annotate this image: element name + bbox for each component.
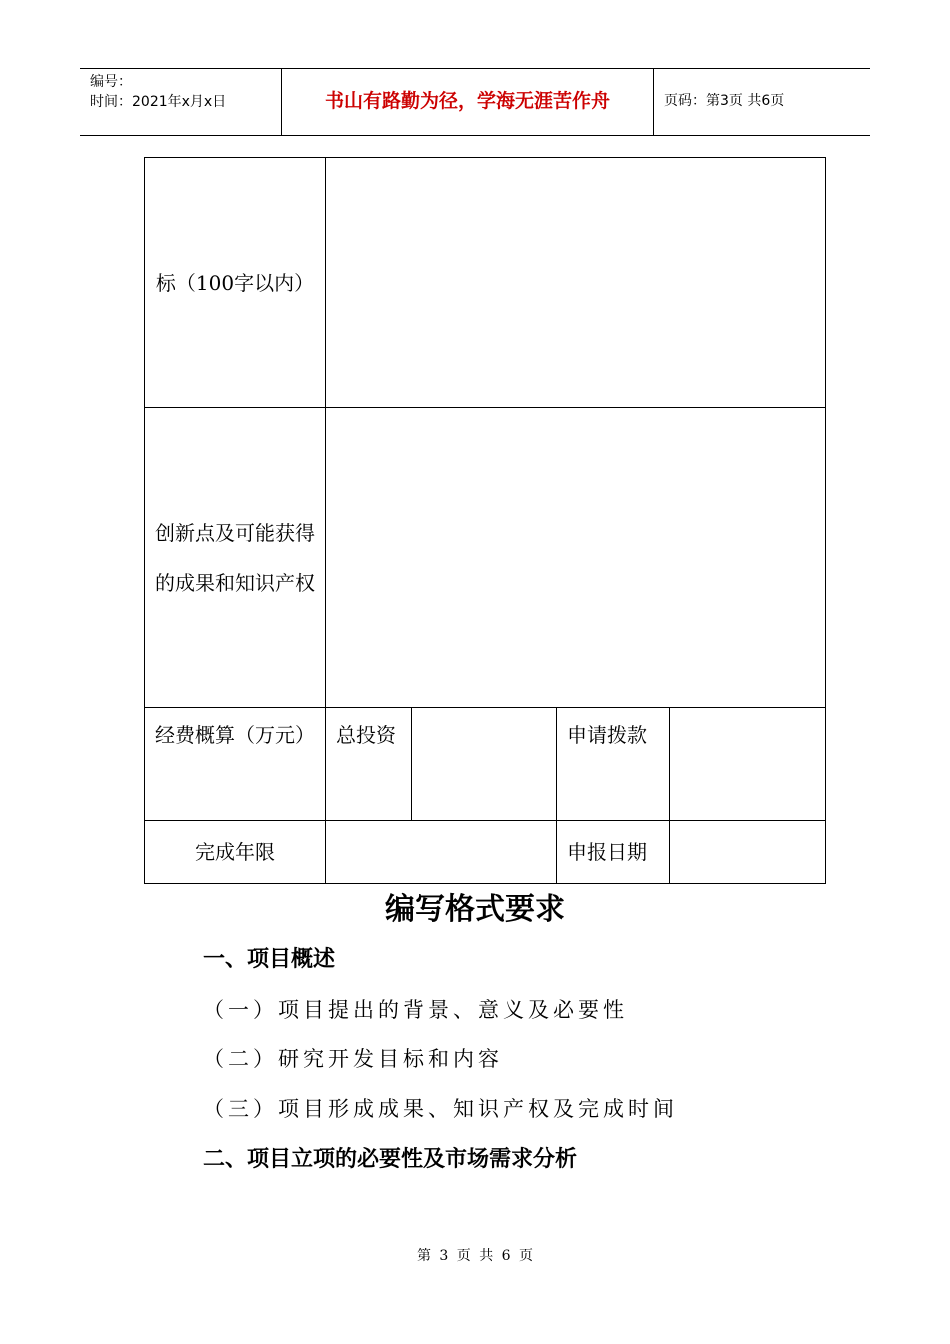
- completion-row: [145, 821, 826, 884]
- header-page-info: 页码：第3页 共6页: [664, 93, 785, 109]
- target-label: 标（100字以内）: [145, 158, 326, 408]
- header-motto: 书山有路勤为径，学海无涯苦作舟: [282, 69, 654, 135]
- report-date-label: 申报日期: [557, 821, 670, 884]
- target-row: [145, 158, 826, 408]
- total-investment-label: 总投资: [326, 708, 412, 821]
- innovation-field[interactable]: [326, 408, 826, 708]
- subsection-results: （三）项目形成成果、知识产权及完成时间: [203, 1097, 678, 1121]
- total-investment-field[interactable]: [412, 708, 557, 821]
- page-footer: 第 3 页 共 6 页: [416, 1248, 534, 1264]
- completion-field[interactable]: [326, 821, 557, 884]
- page-header: [80, 68, 870, 136]
- subsection-background: （一）项目提出的背景、意义及必要性: [203, 998, 628, 1022]
- section-heading-necessity: 二、项目立项的必要性及市场需求分析: [203, 1147, 578, 1172]
- requested-funding-field[interactable]: [670, 708, 826, 821]
- header-meta: [80, 69, 282, 135]
- innovation-label: 创新点及可能获得的成果和知识产权: [145, 408, 326, 708]
- target-field[interactable]: [326, 158, 826, 408]
- budget-label: 经费概算（万元）: [145, 708, 326, 821]
- completion-label: 完成年限: [145, 821, 326, 884]
- requested-funding-label: 申请拨款: [557, 708, 670, 821]
- innovation-row: [145, 408, 826, 708]
- subsection-goals: （二）研究开发目标和内容: [203, 1047, 503, 1071]
- application-form-table: [144, 157, 826, 884]
- budget-row: [145, 708, 826, 821]
- report-date-field[interactable]: [670, 821, 826, 884]
- section-heading-overview: 一、项目概述: [203, 947, 336, 972]
- document-number-label: 编号：: [90, 74, 132, 90]
- document-date-label: 时间：2021年x月x日: [90, 94, 227, 110]
- format-requirements-title: 编写格式要求: [385, 892, 565, 927]
